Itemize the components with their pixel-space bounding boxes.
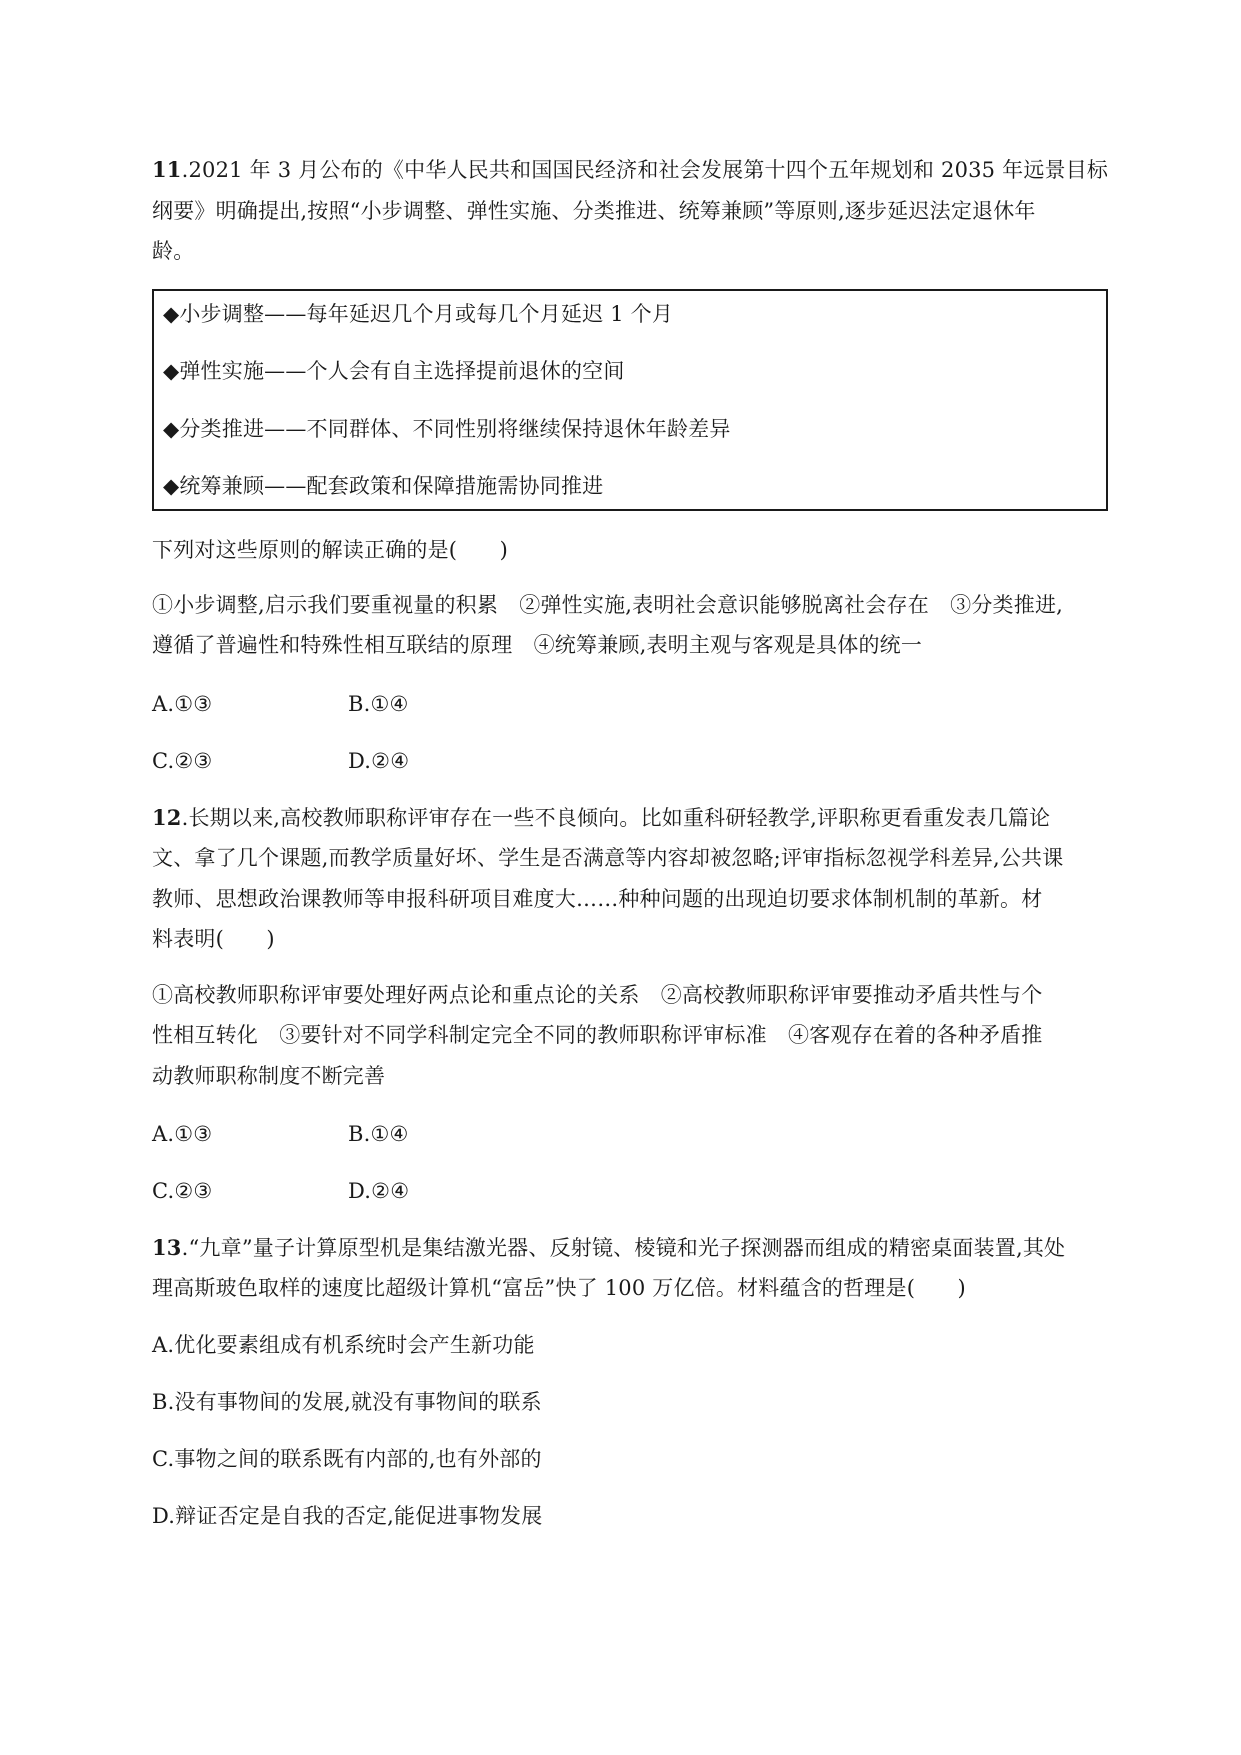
q13-number: 13: [152, 1235, 182, 1260]
box-item-1: ◆小步调整——每年延迟几个月或每几个月延迟 1 个月: [163, 302, 674, 326]
q11-question: 下列对这些原则的解读正确的是( ): [152, 538, 508, 562]
q11-stem-line-1: 11.2021 年 3 月公布的《中华人民共和国国民经济和社会发展第十四个五年规划和 2035 年远景目标: [152, 157, 1109, 182]
q13-option-d: D.辩证否定是自我的否定,能促进事物发展: [152, 1504, 543, 1528]
q11-principles-box: [152, 289, 1108, 511]
q12-option-a: A.①③: [152, 1122, 213, 1146]
q11-stem-line-3: 龄。: [152, 239, 195, 263]
q11-option-row-2: [152, 746, 410, 776]
q13-stem-line-1: 13.“九章”量子计算原型机是集结激光器、反射镜、棱镜和光子探测器而组成的精密桌面装置,其处: [152, 1235, 1066, 1260]
q11-option-row-1: [152, 689, 409, 719]
q11-option-d: D.②④: [348, 749, 410, 773]
q12-stem-line-1: 12.长期以来,高校教师职称评审存在一些不良倾向。比如重科研轻教学,评职称更看重发表几篇论: [152, 805, 1051, 830]
q12-statements-line-3: 动教师职称制度不断完善: [152, 1064, 386, 1088]
q11-stem-line-2: 纲要》明确提出,按照“小步调整、弹性实施、分类推进、统筹兼顾”等原则,逐步延迟法定退休年: [152, 199, 1036, 223]
q13-option-a: A.优化要素组成有机系统时会产生新功能: [152, 1333, 535, 1357]
q12-option-b: B.①④: [348, 1122, 409, 1146]
q12-statements-line-2: 性相互转化 ③要针对不同学科制定完全不同的教师职称评审标准 ④客观存在着的各种矛盾推: [152, 1023, 1043, 1047]
q13-stem-line-2: 理高斯玻色取样的速度比超级计算机“富岳”快了 100 万亿倍。材料蕴含的哲理是( ): [152, 1276, 966, 1300]
q12-stem-line-3: 教师、思想政治课教师等申报科研项目难度大……种种问题的出现迫切要求体制机制的革新。材: [152, 887, 1043, 911]
q12-stem-line-2: 文、拿了几个课题,而教学质量好坏、学生是否满意等内容却被忽略;评审指标忽视学科差异,公共课: [152, 846, 1064, 870]
box-item-4: ◆统筹兼顾——配套政策和保障措施需协同推进: [163, 474, 604, 498]
q11-statements-line-1: ①小步调整,启示我们要重视量的积累 ②弹性实施,表明社会意识能够脱离社会存在 ③分类推进,: [152, 593, 1064, 617]
q11-option-b: B.①④: [348, 692, 409, 716]
box-item-2: ◆弹性实施——个人会有自主选择提前退休的空间: [163, 359, 625, 383]
q11-statements-line-2: 遵循了普遍性和特殊性相互联结的原理 ④统筹兼顾,表明主观与客观是具体的统一: [152, 633, 923, 657]
q12-statements-line-1: ①高校教师职称评审要处理好两点论和重点论的关系 ②高校教师职称评审要推动矛盾共性与个: [152, 983, 1043, 1007]
box-item-3: ◆分类推进——不同群体、不同性别将继续保持退休年龄差异: [163, 417, 731, 441]
q12-stem-line-4: 料表明( ): [152, 927, 275, 951]
q11-number: 11: [152, 157, 182, 182]
q13-option-b: B.没有事物间的发展,就没有事物间的联系: [152, 1390, 542, 1414]
q13-option-c: C.事物之间的联系既有内部的,也有外部的: [152, 1447, 542, 1471]
q12-option-c: C.②③: [152, 1179, 213, 1203]
q12-option-row-1: [152, 1119, 409, 1149]
q12-number: 12: [152, 805, 182, 830]
q11-option-a: A.①③: [152, 692, 213, 716]
q11-option-c: C.②③: [152, 749, 213, 773]
q12-option-row-2: [152, 1176, 410, 1206]
q12-option-d: D.②④: [348, 1179, 410, 1203]
